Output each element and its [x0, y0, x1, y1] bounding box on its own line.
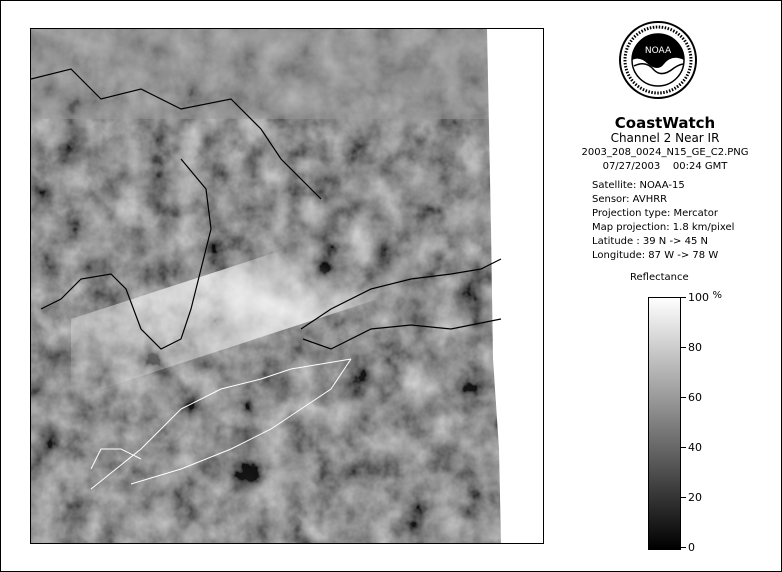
tick-mark — [680, 447, 686, 448]
satellite-map — [30, 28, 544, 544]
legend-title: Reflectance — [630, 272, 689, 283]
tick-mark — [680, 497, 686, 498]
channel-subtitle: Channel 2 Near IR — [610, 131, 720, 145]
tick-label: 80 — [688, 341, 702, 354]
tick-label: 20 — [688, 491, 702, 504]
satellite-info: Satellite: NOAA-15 — [592, 180, 685, 191]
tick-mark — [680, 347, 686, 348]
date-time: 07/27/2003 00:24 GMT — [602, 161, 728, 172]
latitude-range: Latitude : 39 N -> 45 N — [592, 236, 708, 247]
svg-text:NOAA: NOAA — [644, 46, 672, 56]
tick-mark — [680, 297, 686, 298]
tick-label: 100 % — [688, 290, 723, 304]
sensor-info: Sensor: AVHRR — [592, 194, 668, 205]
tick-mark — [680, 547, 686, 548]
product-title: CoastWatch — [614, 114, 716, 132]
tick-label: 60 — [688, 391, 702, 404]
unit-label: % — [712, 290, 723, 301]
tick-mark — [680, 397, 686, 398]
reflectance-colorbar — [648, 297, 681, 550]
tick-label: 0 — [688, 541, 695, 554]
noaa-logo — [618, 20, 698, 100]
map-projection: Map projection: 1.8 km/pixel — [592, 222, 735, 233]
longitude-range: Longitude: 87 W -> 78 W — [592, 250, 719, 261]
projection-type: Projection type: Mercator — [592, 208, 718, 219]
satellite-image — [31, 29, 543, 543]
file-name: 2003_208_0024_N15_GE_C2.PNG — [581, 147, 749, 158]
tick-label: 40 — [688, 441, 702, 454]
